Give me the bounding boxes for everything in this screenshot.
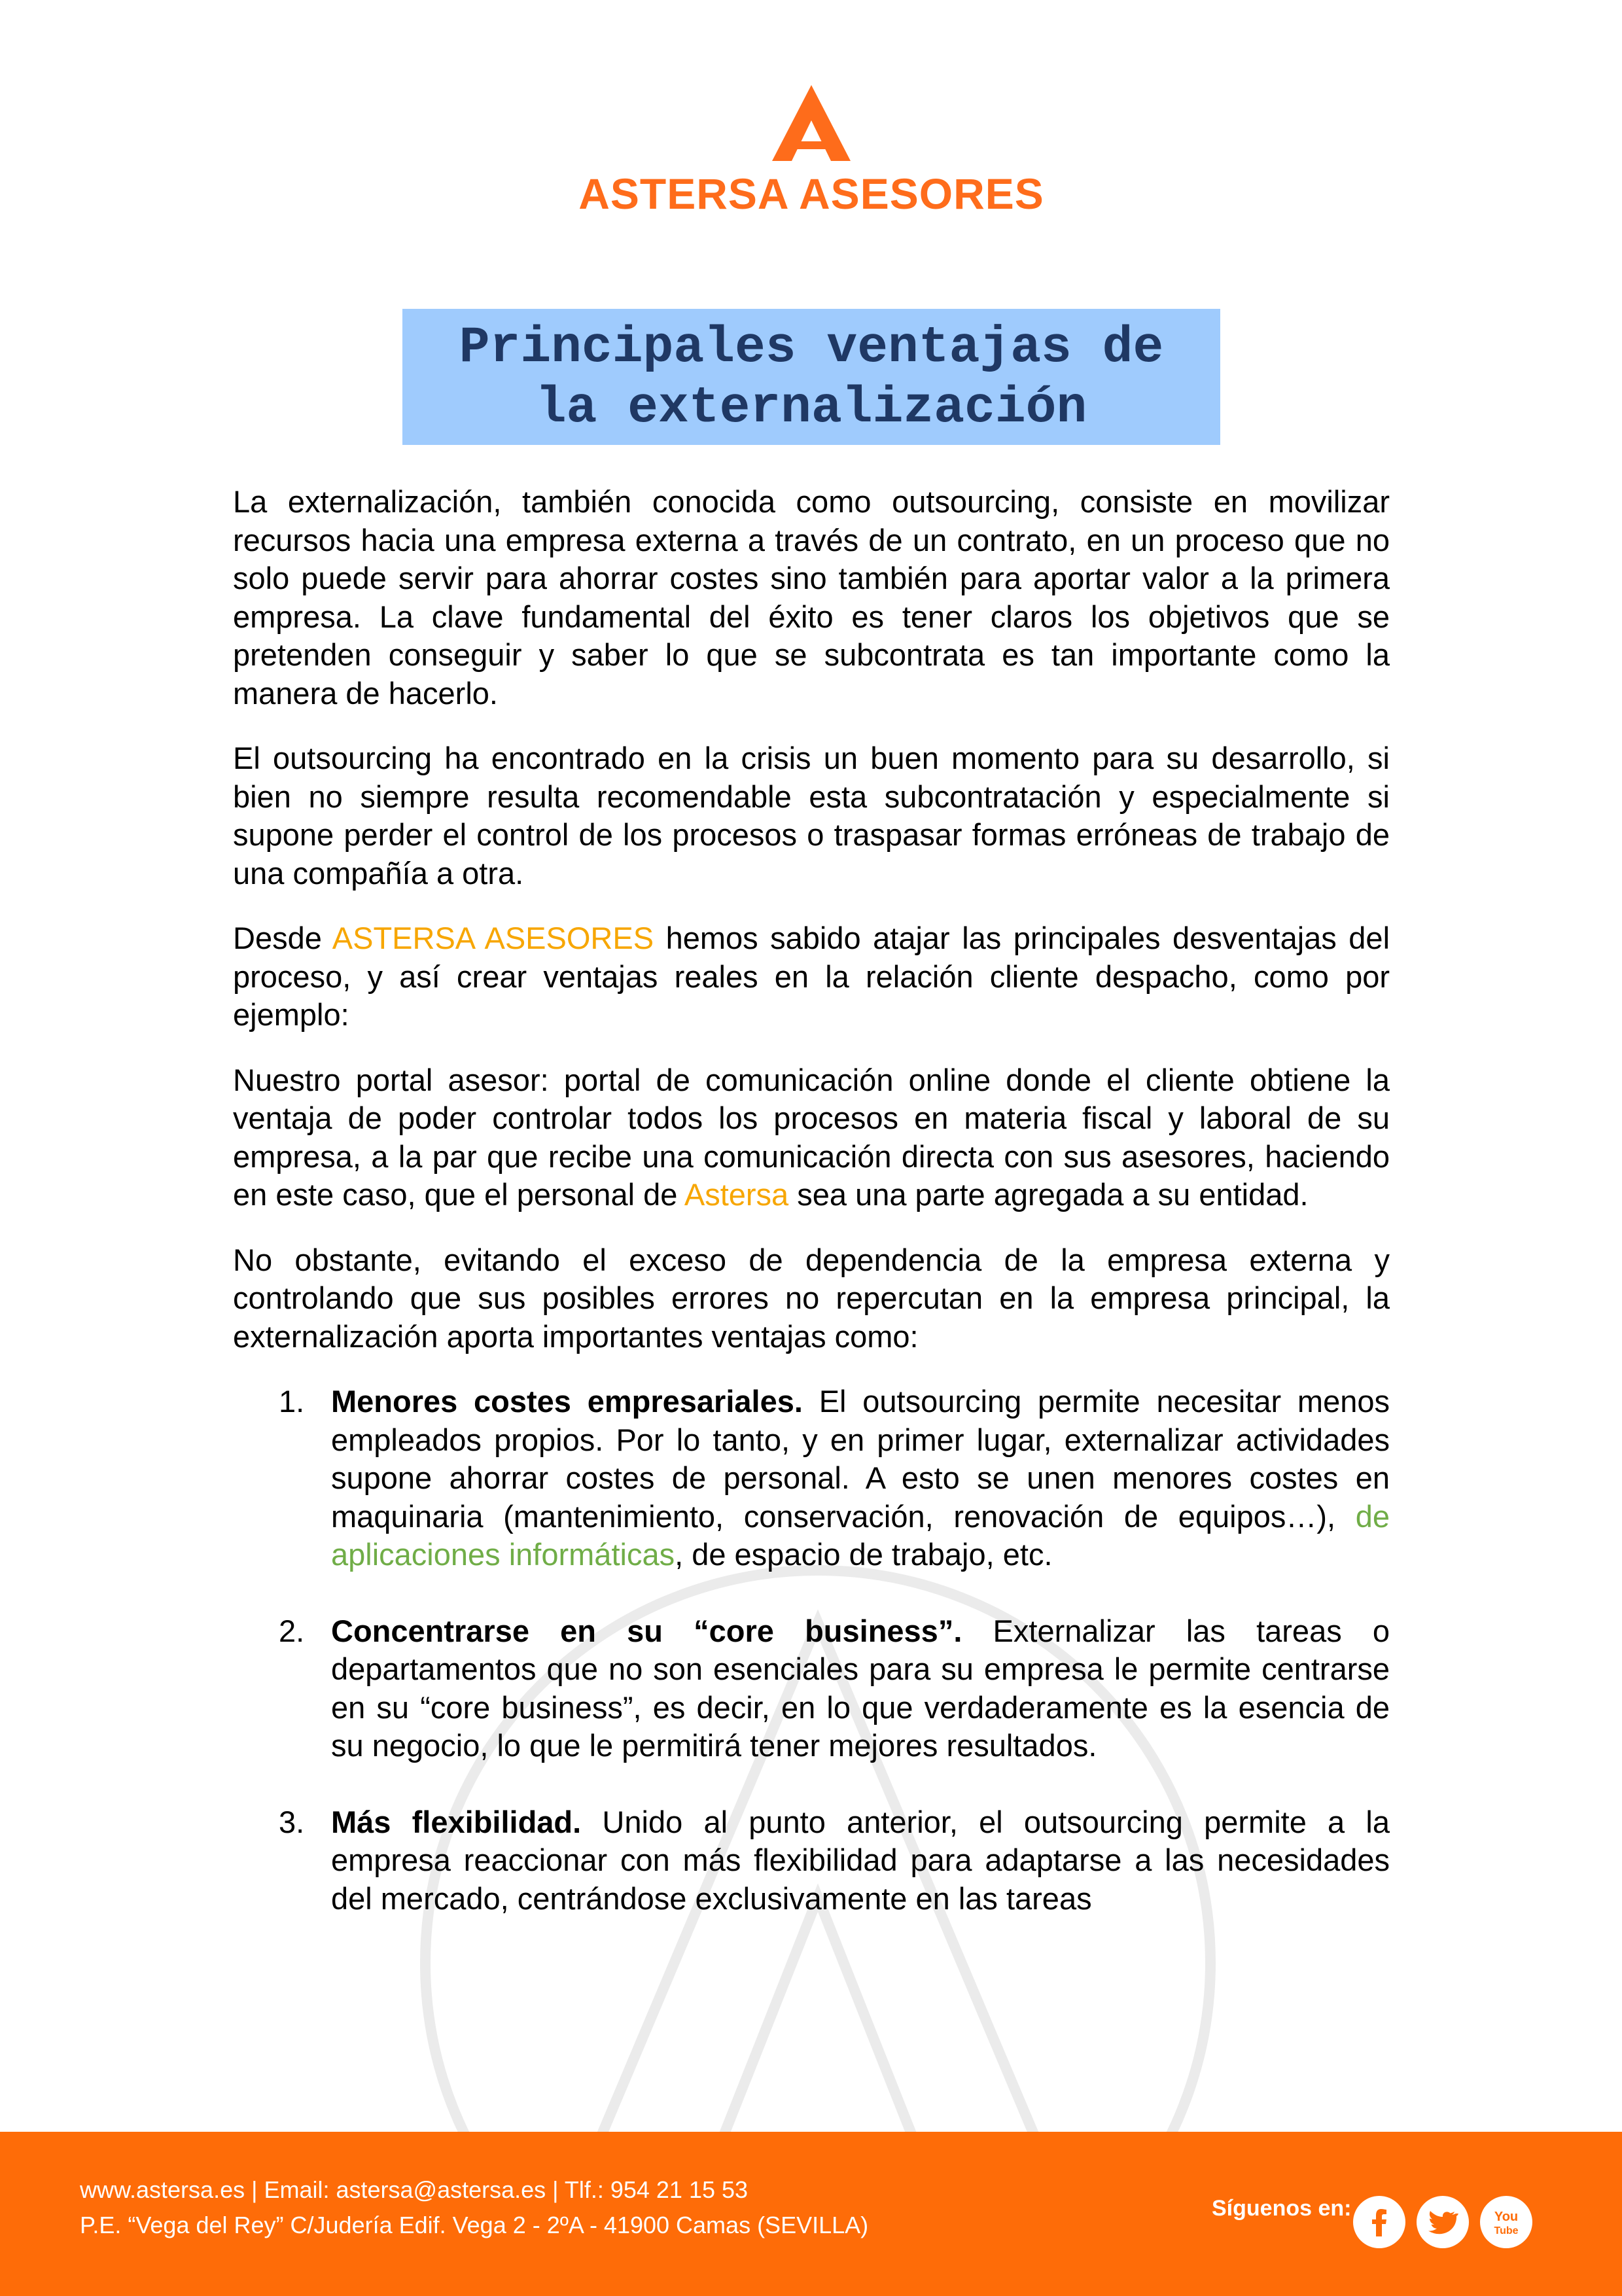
list-heading: Menores costes empresariales. bbox=[331, 1384, 803, 1419]
list-item bbox=[233, 1612, 1390, 1765]
apps-link[interactable]: de aplicaciones informáticas bbox=[331, 1498, 1390, 1572]
list-heading: Concentrarse en su “core business”. bbox=[331, 1613, 962, 1648]
twitter-icon bbox=[1417, 2196, 1469, 2248]
brand-mention: ASTERSA ASESORES bbox=[332, 921, 654, 955]
page-footer bbox=[0, 2132, 1622, 2296]
paragraph-4 bbox=[233, 1061, 1390, 1214]
title-line-1: Principales ventajas de bbox=[459, 319, 1164, 377]
list-text: El outsourcing permite necesitar menos empleados propios. Por lo tanto, y en primer lugar, externalizar actividades supone ahorrar costes de personal. A esto se unen menores costes en maquinaria (mantenimiento, conservación, renovación de equipos…), bbox=[331, 1384, 1390, 1534]
list-item bbox=[233, 1383, 1390, 1574]
list-heading: Más flexibilidad. bbox=[331, 1804, 582, 1839]
paragraph-4-post: sea una parte agregada a su entidad. bbox=[788, 1177, 1309, 1212]
paragraph-1: La externalización, también conocida como outsourcing, consiste en movilizar recursos hacia una empresa externa a través de un contrato, en un proceso que no solo puede servir para ahorrar costes sino también para aportar valor a la primera empresa. La clave fundamental del éxito es tener claros los objetivos que se pretenden conseguir y saber lo que se subcontrata es tan importante como la manera de hacerlo. bbox=[233, 484, 1390, 711]
youtube-button[interactable] bbox=[1480, 2196, 1532, 2248]
facebook-button[interactable] bbox=[1353, 2196, 1405, 2248]
brand-name: ASTERSA ASESORES bbox=[578, 169, 1044, 218]
youtube-label-you: You bbox=[1494, 2210, 1519, 2224]
brand-mention-short: Astersa bbox=[684, 1177, 789, 1212]
page-title bbox=[402, 309, 1220, 445]
list-number: 2. bbox=[279, 1613, 305, 1648]
list-item bbox=[233, 1803, 1390, 1918]
youtube-label-tube: Tube bbox=[1494, 2225, 1519, 2236]
advantages-list bbox=[233, 1383, 1390, 1918]
paragraph-3-post: hemos sabido atajar las principales desventajas del proceso, y así crear ventajas reales en la relación cliente despacho, como por ejemplo: bbox=[233, 921, 1390, 1032]
paragraph-2: El outsourcing ha encontrado en la crisis un buen momento para su desarrollo, si bien no siempre resulta recomendable esta subcontratación y especialmente si supone perder el control de los procesos o traspasar formas erróneas de trabajo de una compañía a otra. bbox=[233, 741, 1390, 891]
list-number: 3. bbox=[279, 1804, 305, 1839]
list-number: 1. bbox=[279, 1384, 305, 1419]
list-text-end: , de espacio de trabajo, etc. bbox=[675, 1537, 1053, 1572]
paragraph-3-pre: Desde bbox=[233, 921, 332, 955]
list-text: Externalizar las tareas o departamentos que no son esenciales para su empresa le permite centrarse en su “core business”, es decir, en lo que verdaderamente es la esencia de su negocio, lo que le permitirá tener mejores resultados. bbox=[331, 1613, 1390, 1763]
youtube-icon bbox=[1480, 2196, 1532, 2248]
title-line-2: la externalización bbox=[535, 380, 1087, 437]
paragraph-5: No obstante, evitando el exceso de dependencia de la empresa externa y controlando que sus posibles errores no repercutan en la empresa principal, la externalización aporta importantes ventajas como: bbox=[233, 1242, 1390, 1354]
paragraph-3 bbox=[233, 919, 1390, 1034]
list-text: Unido al punto anterior, el outsourcing permite a la empresa reaccionar con más flexibilidad para adaptarse a las necesidades del mercado, centrándose exclusivamente en las tareas bbox=[331, 1804, 1390, 1916]
logo-a-icon bbox=[576, 77, 1047, 169]
brand-logo bbox=[576, 77, 1047, 221]
facebook-icon bbox=[1353, 2196, 1405, 2248]
follow-label: Síguenos en: bbox=[1212, 2196, 1352, 2221]
twitter-button[interactable] bbox=[1417, 2196, 1469, 2248]
footer-contact: www.astersa.es | Email: astersa@astersa.es | Tlf.: 954 21 15 53 bbox=[80, 2176, 749, 2203]
paragraph-4-pre: Nuestro portal asesor: portal de comunicación online donde el cliente obtiene la ventaja de poder controlar todos los procesos en materia fiscal y laboral de su empresa, a la par que recibe una comunicación directa con sus asesores, haciendo en este caso, que el personal de bbox=[233, 1062, 1390, 1212]
document-body bbox=[233, 483, 1390, 1956]
footer-address: P.E. “Vega del Rey” C/Judería Edif. Vega 2 - 2ºA - 41900 Camas (SEVILLA) bbox=[80, 2212, 869, 2238]
